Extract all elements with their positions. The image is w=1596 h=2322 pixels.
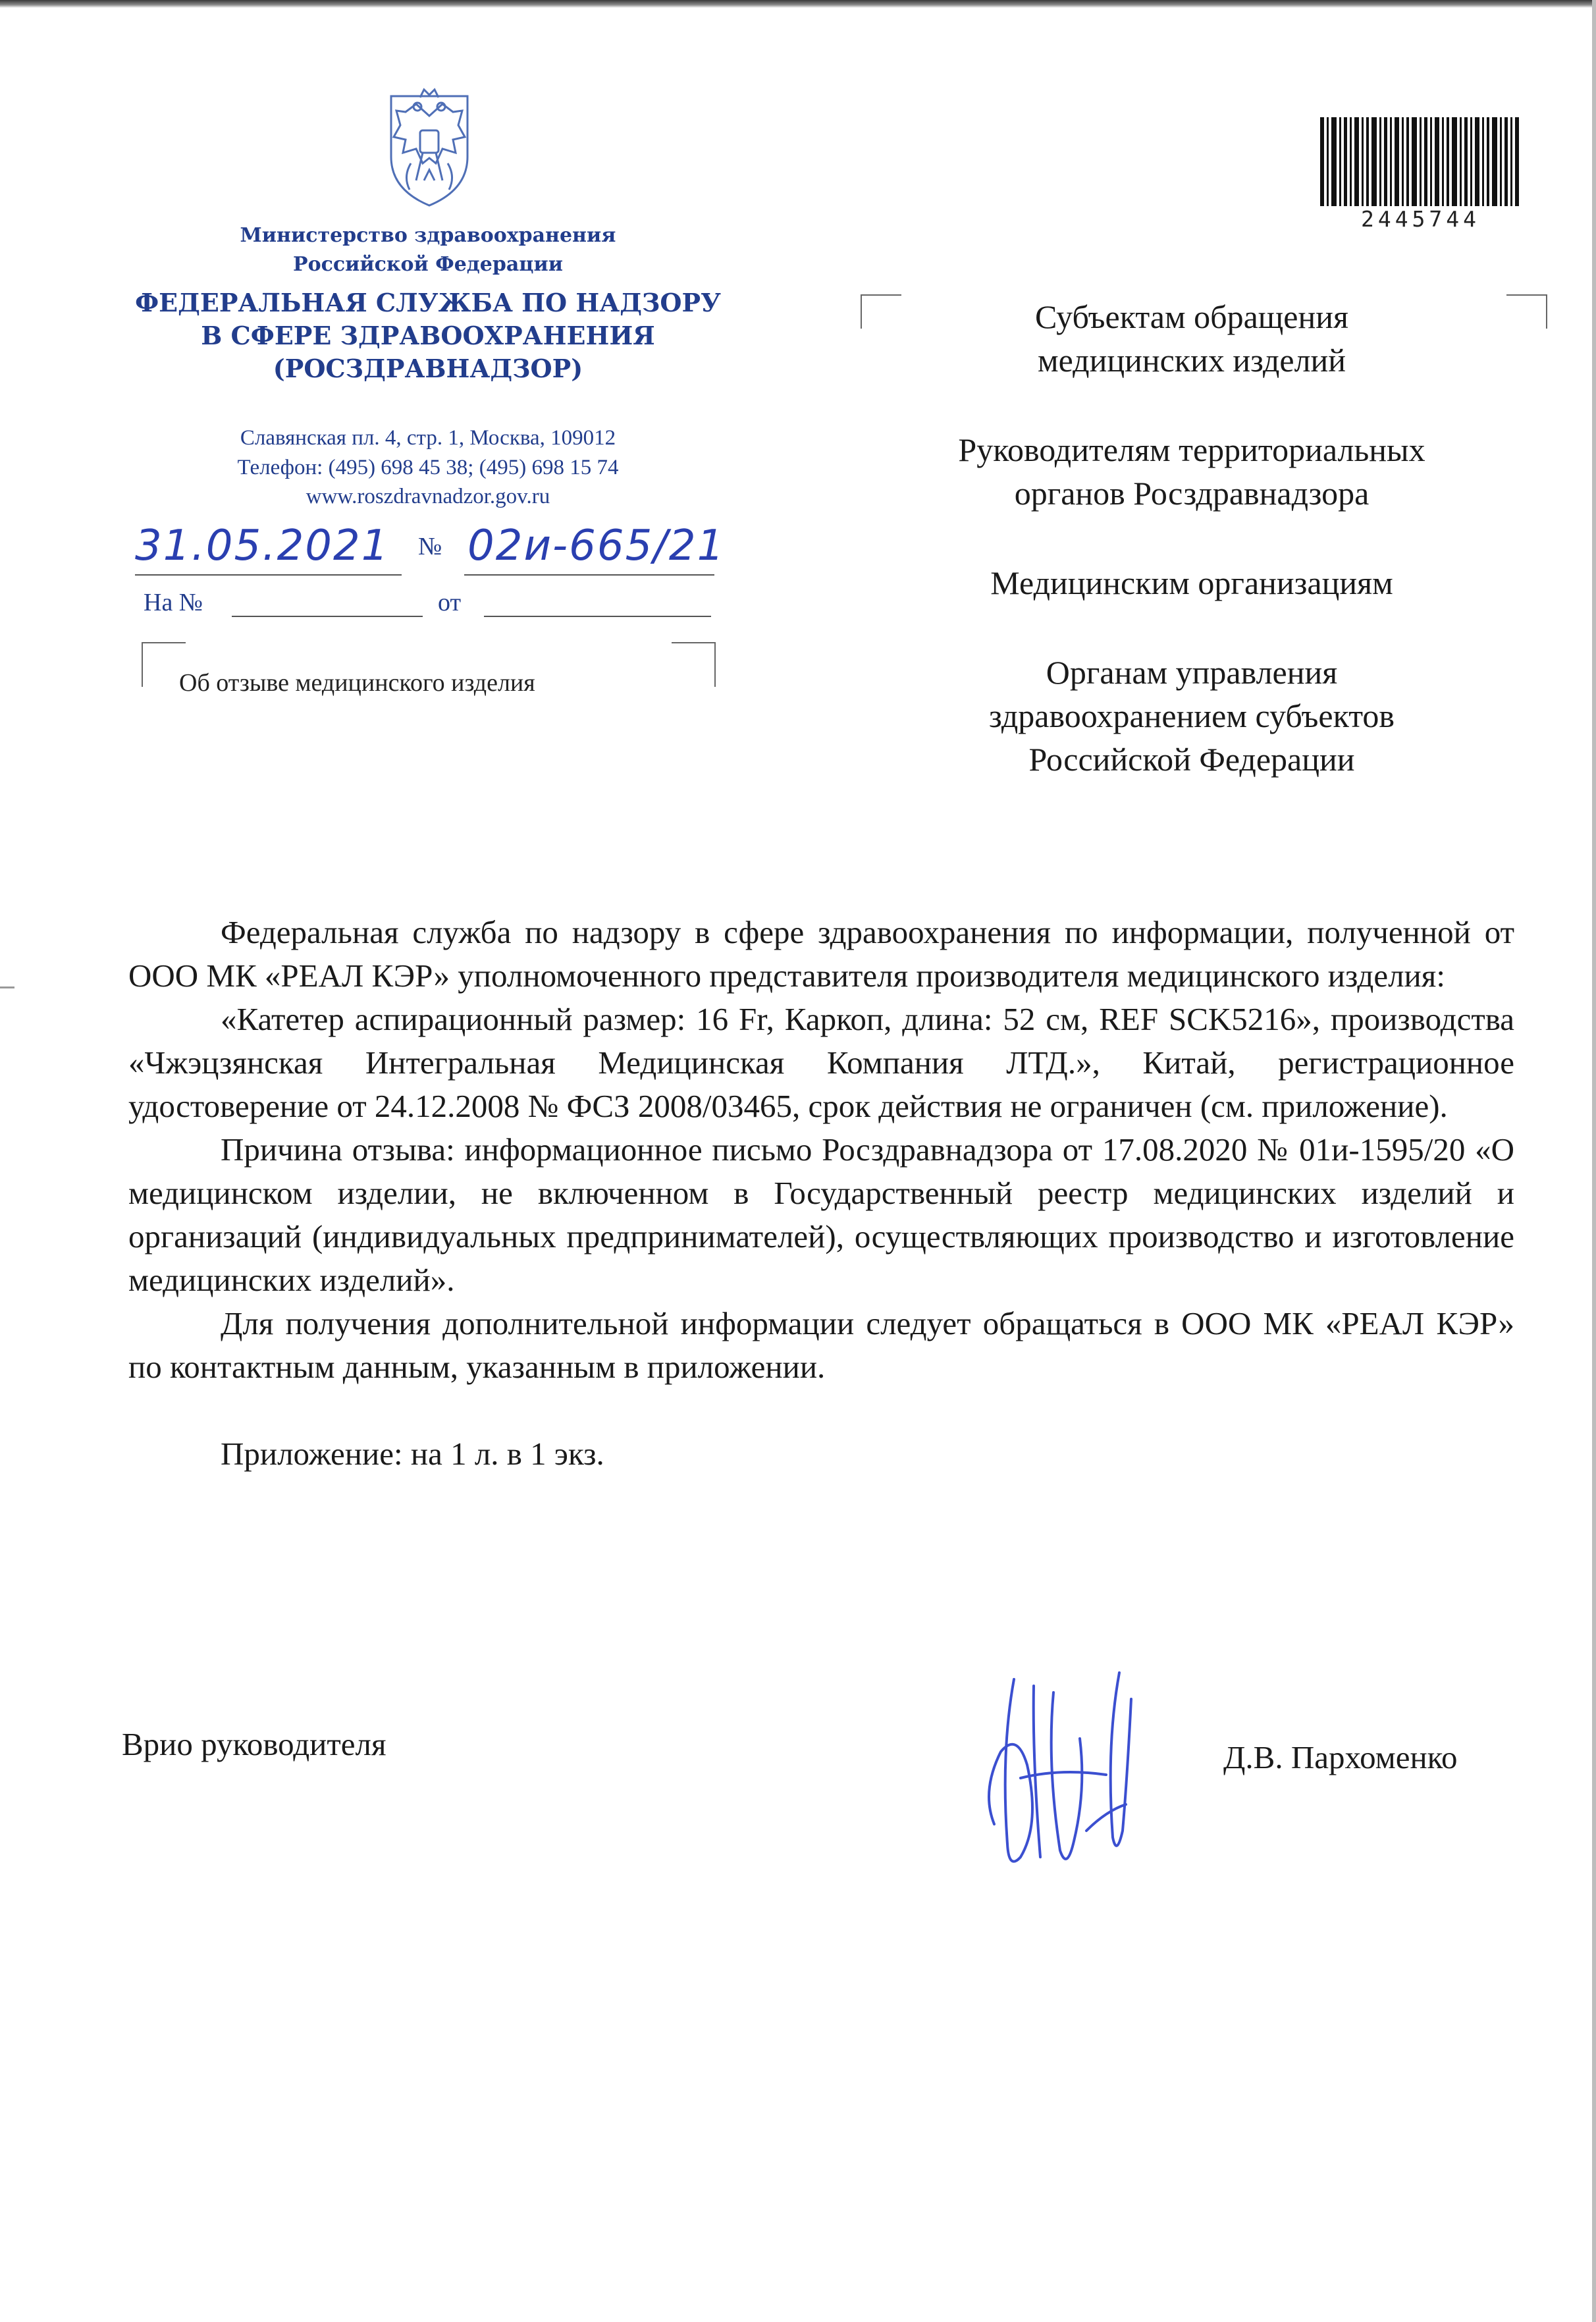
service-name-line1: ФЕДЕРАЛЬНАЯ СЛУЖБА ПО НАДЗОРУ: [135, 288, 721, 317]
recipient-group: [876, 561, 1508, 605]
signatory-position: Врио руководителя: [122, 1726, 386, 1762]
recipient-line: органов Росздравнадзора: [1014, 475, 1370, 512]
registration-number-underline: [464, 574, 714, 576]
letter-subject: Об отзыве медицинского изделия: [179, 669, 535, 697]
recipient-group: [876, 295, 1508, 382]
service-phone: Телефон: (495) 698 45 38; (495) 698 15 74: [237, 456, 619, 479]
reply-from-label: от: [438, 589, 462, 616]
recipient-line: Субъектам обращения: [1035, 298, 1348, 335]
ministry-name-line1: Министерство здравоохранения: [240, 224, 616, 247]
coat-of-arms-icon: [377, 84, 482, 209]
service-name-line2: В СФЕРЕ ЗДРАВООХРАНЕНИЯ: [201, 321, 655, 350]
recipient-line: Органам управления: [1046, 654, 1338, 691]
reply-number-label: На №: [144, 589, 203, 616]
reply-from-underline: [484, 616, 711, 617]
recipient-line: здравоохранением субъектов: [988, 697, 1395, 734]
body-paragraph-reason: Причина отзыва: информационное письмо Росздравнадзора от 17.08.2020 № 01и-1595/20 «О медицинском изделии, не включенном в Государственный реестр медицинских изделий и организаций (индивидуальных предпринимателей), осуществляющих производство и изготовление медицинских изделий».: [128, 1131, 1514, 1298]
scan-edge-right: [1592, 0, 1596, 2322]
scan-edge-top: [0, 0, 1596, 8]
recipient-line: медицинских изделий: [1037, 342, 1346, 379]
recipient-line: Руководителям территориальных: [958, 431, 1425, 468]
registration-date-underline: [135, 574, 402, 576]
recipient-group: [876, 651, 1508, 781]
subject-corner-right: [672, 642, 716, 687]
recipients-block: [876, 295, 1508, 781]
handwritten-signature-icon: [955, 1660, 1152, 1883]
recipient-line: Российской Федерации: [1028, 741, 1355, 778]
registration-date: 31.05.2021: [135, 522, 390, 570]
attachment-note: Приложение: на 1 л. в 1 экз.: [221, 1436, 604, 1472]
barcode-icon: [1320, 117, 1521, 206]
recipient-group: [876, 428, 1508, 515]
body-paragraph-contact: Для получения дополнительной информации следует обращаться в ООО МК «РЕАЛ КЭР» по контактным данным, указанным в приложении.: [128, 1305, 1514, 1385]
barcode-number: 2445744: [1360, 206, 1481, 232]
service-website: www.roszdravnadzor.gov.ru: [306, 485, 550, 508]
letter-body: [128, 911, 1514, 1476]
service-address: Славянская пл. 4, стр. 1, Москва, 109012: [240, 426, 616, 450]
recipient-line: Медицинским организациям: [990, 564, 1393, 601]
reply-number-underline: [232, 616, 423, 617]
body-paragraph-intro: Федеральная служба по надзору в сфере здравоохранения по информации, полученной от ООО МК «РЕАЛ КЭР» уполномоченного представителя производителя медицинского изделия:: [128, 914, 1514, 994]
body-paragraph-device: «Катетер аспирационный размер: 16 Fr, Каркоп, длина: 52 см, REF SCK5216», производства «Чжэцзянская Интегральная Медицинская Компания ЛТД.», Китай, регистрационное удостоверение от 24.12.2008 № ФСЗ 2008/03465, срок действия не ограничен (см. приложение).: [128, 1001, 1514, 1124]
signatory-name: Д.В. Пархоменко: [1223, 1739, 1458, 1775]
recipients-corner-right: [1506, 294, 1547, 329]
registration-number-sign: №: [418, 533, 442, 560]
scan-margin-mark: [0, 986, 14, 988]
registration-number: 02и-665/21: [467, 522, 726, 570]
service-name-line3: (РОСЗДРАВНАДЗОР): [273, 354, 583, 383]
ministry-name-line2: Российской Федерации: [293, 253, 563, 276]
